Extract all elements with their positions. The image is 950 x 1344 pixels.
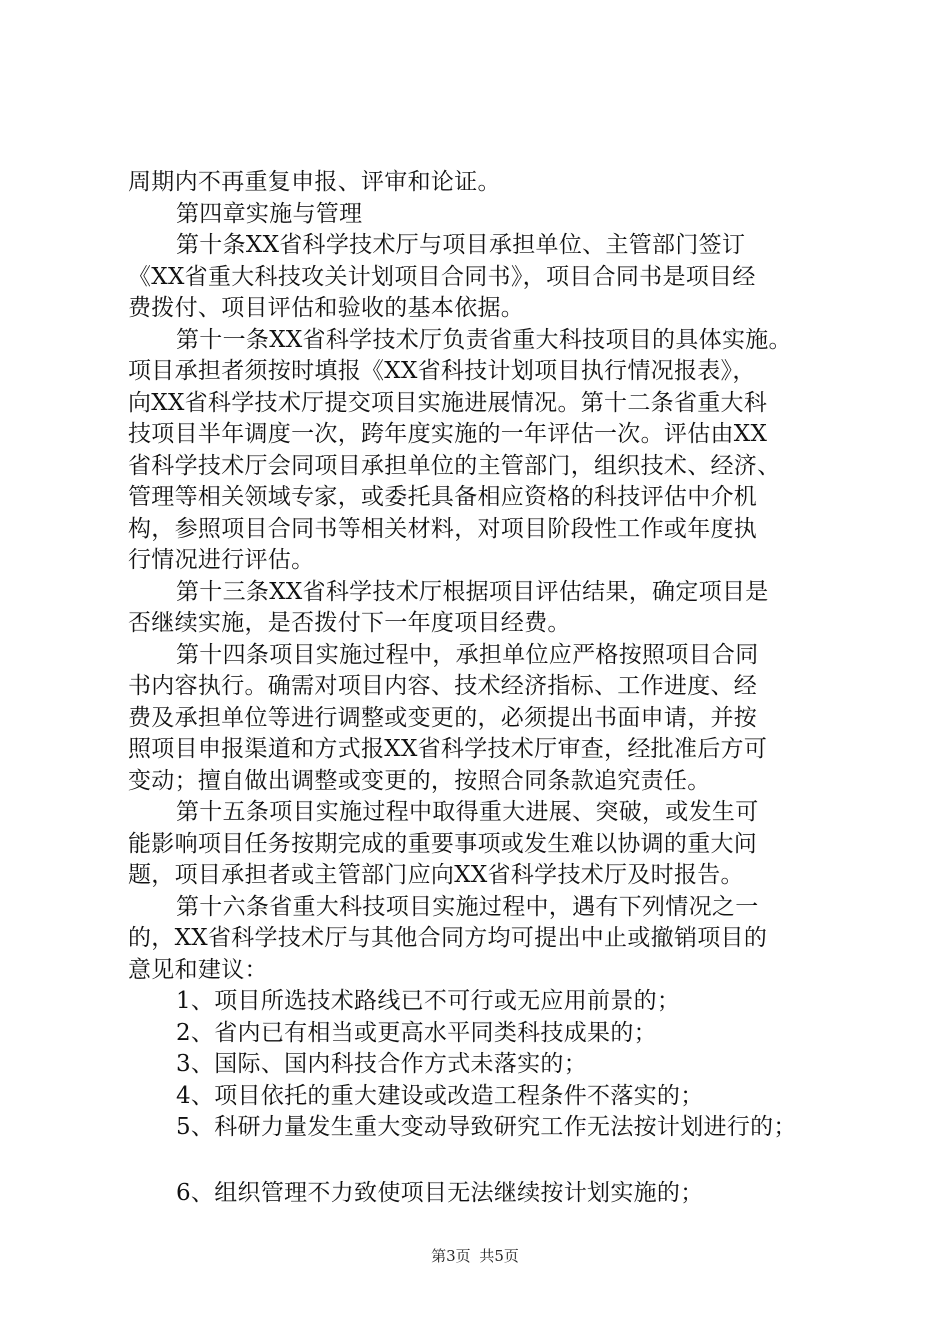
total-pages: 共5页 <box>479 1247 519 1265</box>
page-footer <box>0 1245 950 1266</box>
text-line: 向XX省科学技术厅提交项目实施进展情况。第十二条省重大科 <box>128 389 768 416</box>
document-body <box>128 167 833 1209</box>
list-item: 5、科研力量发生重大变动导致研究工作无法按计划进行的； <box>176 1114 797 1140</box>
text-line: 第十六条省重大科技项目实施过程中，遇有下列情况之一 <box>176 893 759 920</box>
chapter-heading: 第四章实施与管理 <box>176 200 363 227</box>
text-line: 费拨付、项目评估和验收的基本依据。 <box>128 295 525 321</box>
text-line: 项目承担者须按时填报《XX省科技计划项目执行情况报表》， <box>128 358 756 384</box>
text-line: 构，参照项目合同书等相关材料，对项目阶段性工作或年度执 <box>128 515 758 542</box>
text-line: 第十三条XX省科学技术厅根据项目评估结果，确定项目是 <box>176 578 769 605</box>
text-line: 《XX省重大科技攻关计划项目合同书》，项目合同书是项目经 <box>128 263 756 290</box>
text-line: 周期内不再重复申报、评审和论证。 <box>128 169 501 195</box>
list-item: 2、省内已有相当或更高水平同类科技成果的； <box>176 1019 657 1046</box>
text-line: 否继续实施，是否拨付下一年度项目经费。 <box>128 610 571 636</box>
text-line: 第十条XX省科学技术厅与项目承担单位、主管部门签订 <box>176 232 746 258</box>
text-line: 管理等相关领域专家，或委托具备相应资格的科技评估中介机 <box>128 484 758 510</box>
text-line: 照项目申报渠道和方式报XX省科学技术厅审查，经批准后方可 <box>128 736 768 762</box>
list-item: 3、国际、国内科技合作方式未落实的； <box>176 1051 588 1077</box>
text-line: 行情况进行评估。 <box>128 547 315 573</box>
text-line: 的，XX省科学技术厅与其他合同方均可提出中止或撤销项目的 <box>128 925 768 951</box>
paragraph-gap <box>128 1144 833 1178</box>
text-line: 题，项目承担者或主管部门应向XX省科学技术厅及时报告。 <box>128 862 744 888</box>
list-item: 6、组织管理不力致使项目无法继续按计划实施的； <box>176 1179 704 1206</box>
text-line: 技项目半年调度一次，跨年度实施的一年评估一次。评估由XX <box>128 421 768 447</box>
text-line: 意见和建议： <box>128 956 268 983</box>
text-line: 费及承担单位等进行调整或变更的，必须提出书面申请，并按 <box>128 704 758 731</box>
text-line: 书内容执行。确需对项目内容、技术经济指标、工作进度、经 <box>128 673 758 699</box>
current-page-number: 第3页 <box>431 1247 471 1265</box>
list-item: 4、项目依托的重大建设或改造工程条件不落实的； <box>176 1082 704 1109</box>
text-line: 省科学技术厅会同项目承担单位的主管部门，组织技术、经济、 <box>128 452 781 479</box>
text-line: 第十四条项目实施过程中，承担单位应严格按照项目合同 <box>176 641 759 668</box>
text-line: 能影响项目任务按期完成的重要事项或发生难以协调的重大问 <box>128 830 758 857</box>
text-line: 第十五条项目实施过程中取得重大进展、突破，或发生可 <box>176 799 759 825</box>
list-item: 1、项目所选技术路线已不可行或无应用前景的； <box>176 988 681 1014</box>
text-line: 变动；擅自做出调整或变更的，按照合同条款追究责任。 <box>128 767 711 794</box>
text-line: 第十一条XX省科学技术厅负责省重大科技项目的具体实施。 <box>176 326 792 353</box>
